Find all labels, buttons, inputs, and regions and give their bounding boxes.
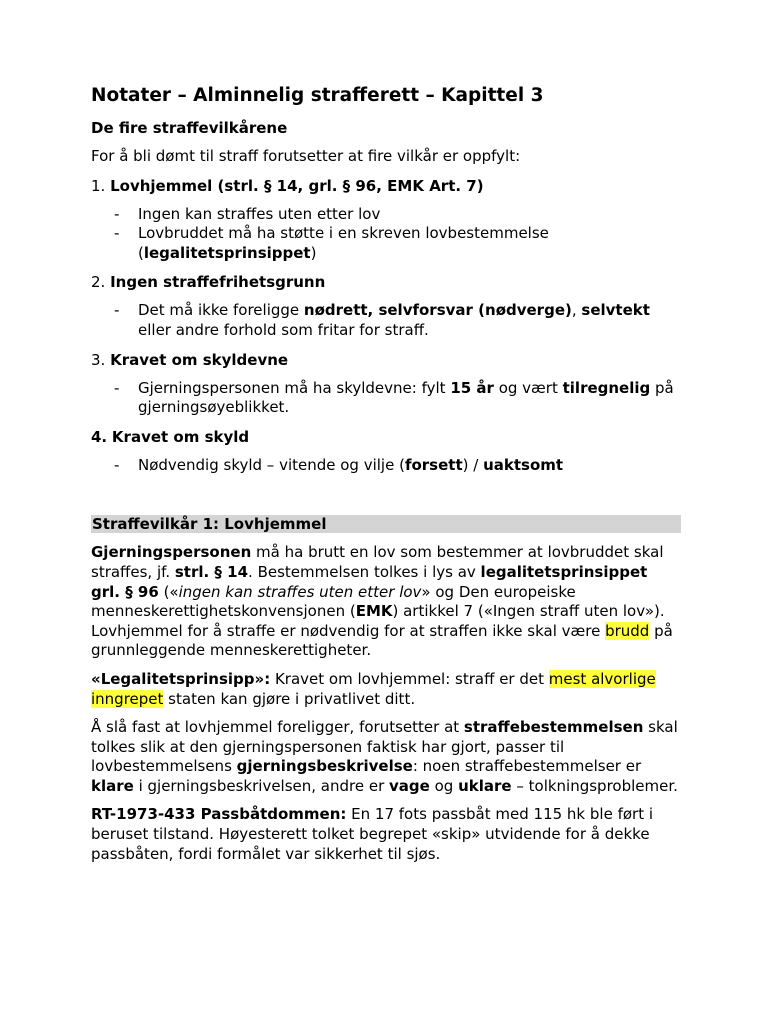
paragraph-4: RT-1973-433 Passbåtdommen: En 17 fots passbåt med 115 hk ble ført i beruset tilstand. Høyesterett tolket begrepet «skip» utvidende for å dekke passbåten, fordi formålet var sikkerhet til sjøs. [91, 805, 654, 863]
list-item: - Ingen kan straffes uten etter lov [114, 204, 381, 223]
condition-2-heading: 2. Ingen straffefrihetsgrunn [91, 273, 326, 292]
condition-3-heading: 3. Kravet om skyldevne [91, 350, 289, 369]
section-subtitle: De fire straffevilkårene [91, 119, 288, 137]
paragraph-2: «Legalitetsprinsipp»: Kravet om lovhjemmel: straff er det mest alvorlige inngrepet staten kan gjøre i privatlivet ditt. [91, 669, 656, 708]
document-page [91, 84, 681, 873]
condition-2-list [91, 301, 681, 340]
condition-1-heading: 1. Lovhjemmel (strl. § 14, grl. § 96, EMK Art. 7) [91, 176, 484, 195]
condition-1-list [91, 205, 681, 264]
condition-4-heading: 4. Kravet om skyld [91, 427, 250, 446]
condition-3-list [91, 379, 681, 418]
intro-text: For å bli dømt til straff forutsetter at fire vilkår er oppfylt: [91, 147, 521, 165]
list-item: - Det må ikke foreligge nødrett, selvforsvar (nødverge), selvtekt eller andre forhold som fritar for straff. [114, 301, 650, 339]
paragraph-3: Å slå fast at lovhjemmel foreligger, forutsetter at straffebestemmelsen skal tolkes slik at den gjerningspersonen faktisk har gjort, passer til lovbestemmelsens gjerningsbeskrivelse: noen straffebestemmelser er klare i gjerningsbeskrivelsen, andre er vage og uklare – tolkningsproblemer. [91, 718, 678, 795]
document-title: Notater – Alminnelig strafferett – Kapittel 3 [91, 85, 544, 106]
condition-4-list [91, 456, 681, 476]
list-item: - Nødvendig skyld – vitende og vilje (forsett) / uaktsomt [114, 455, 564, 474]
list-item: - Gjerningspersonen må ha skyldevne: fylt 15 år og vært tilregnelig på gjerningsøyeblikket. [114, 378, 674, 417]
list-item: - Lovbruddet må ha støtte i en skreven lovbestemmelse (legalitetsprinsippet) [114, 224, 549, 262]
paragraph-1: Gjerningspersonen må ha brutt en lov som bestemmer at lovbruddet skal straffes, jf. strl. § 14. Bestemmelsen tolkes i lys av legalitetsprinsippet grl. § 96 («ingen kan straffes uten etter lov» og Den europeiske menneskerettighetskonvensjonen (EMK) artikkel 7 («Ingen straff uten lov»). Lovhjemmel for å straffe er nødvendig for at straffen ikke skal være brudd på grunnleggende menneskerettigheter. [91, 543, 673, 660]
section-heading-lovhjemmel: Straffevilkår 1: Lovhjemmel [91, 515, 681, 533]
